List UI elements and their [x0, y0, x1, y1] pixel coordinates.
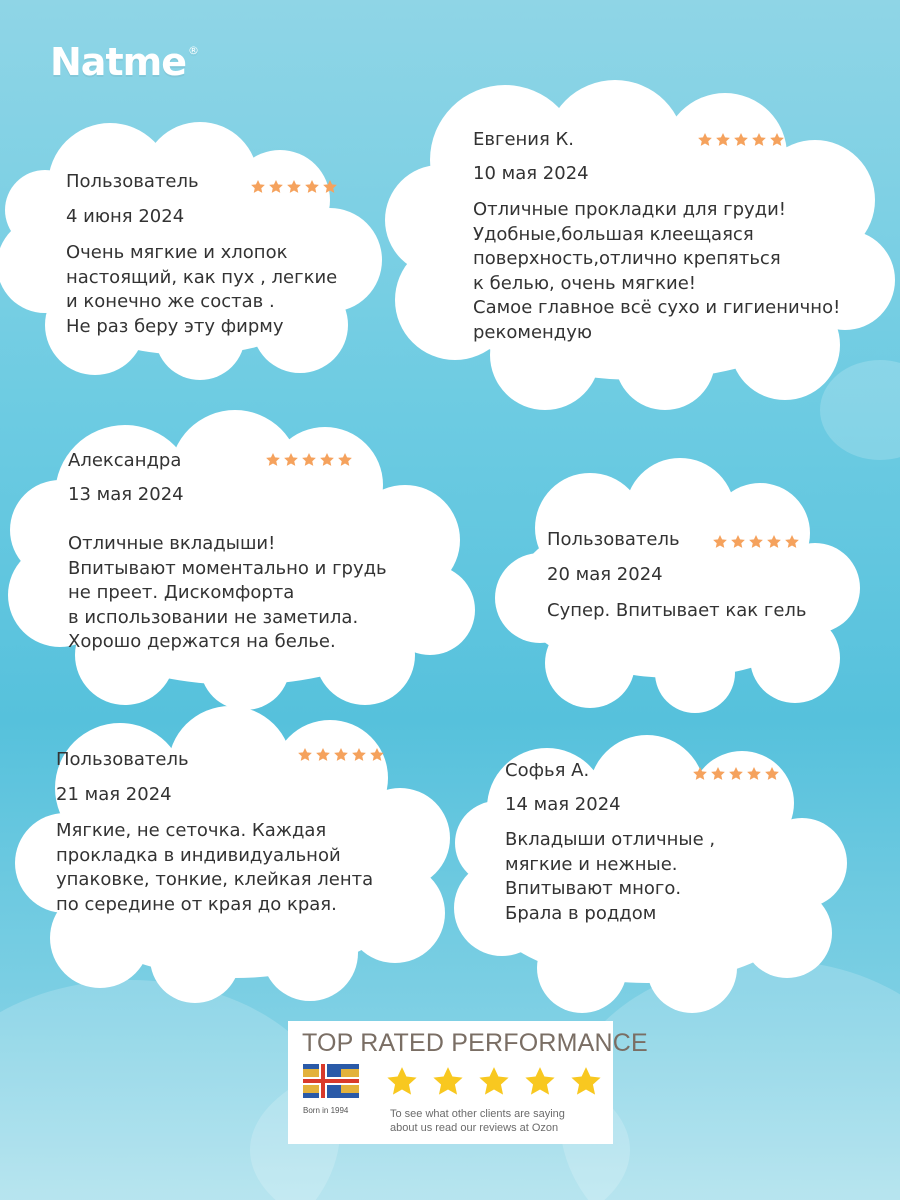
review-line: Впитывают моментально и грудь — [68, 557, 387, 579]
review-text — [547, 599, 807, 624]
review-line: Очень мягкие и хлопок — [66, 242, 288, 263]
star-icon — [728, 766, 744, 782]
born-year-text: Born in 1994 — [303, 1106, 349, 1115]
review-line: Вкладыши отличные , — [505, 829, 716, 850]
rating-stars — [697, 132, 785, 148]
review-line: Хорошо держатся на белье. — [68, 631, 336, 652]
review-text — [66, 241, 337, 339]
review-line: Отличные прокладки для груди! — [473, 199, 787, 220]
review-cloud-6 — [452, 728, 852, 1008]
review-date: 4 июня 2024 — [66, 206, 185, 227]
star-icon — [322, 179, 338, 195]
star-icon — [692, 766, 708, 782]
star-icon — [250, 179, 266, 195]
star-icon — [784, 534, 800, 550]
reviewer-name: Евгения К. — [473, 129, 575, 150]
star-icon — [766, 534, 782, 550]
review-line: упаковке, тонкие, клейкая лента — [56, 869, 374, 890]
star-icon — [712, 534, 728, 550]
reviewer-name: Пользователь — [547, 529, 680, 550]
review-line: прокладка в индивидуальной — [56, 844, 341, 866]
star-icon — [764, 766, 780, 782]
registered-mark: ® — [187, 44, 198, 57]
review-line: Мягкие, не сеточка. Каждая — [56, 820, 327, 841]
star-icon — [748, 534, 764, 550]
badge-stars — [384, 1065, 604, 1099]
review-line: Супер. Впитывает как гель — [547, 600, 807, 621]
reviewer-name: Софья А. — [505, 760, 590, 781]
badge-star-icon — [522, 1065, 558, 1099]
star-icon — [746, 766, 762, 782]
star-icon — [283, 452, 299, 468]
star-icon — [315, 747, 331, 763]
review-line: Удобные,большая клеещаяся — [473, 223, 754, 245]
badge-note — [390, 1107, 565, 1135]
badge-title: TOP RATED PERFORMANCE — [302, 1029, 648, 1057]
reviewer-name: Пользователь — [56, 749, 189, 770]
star-icon — [710, 766, 726, 782]
review-cloud-3 — [5, 400, 480, 705]
badge-star-icon — [384, 1065, 420, 1099]
review-line: Не раз беру эту фирму — [66, 315, 284, 337]
rating-stars — [692, 766, 780, 782]
review-line: не преет. Дискомфорта — [68, 582, 295, 603]
review-line: к белью, очень мягкие! — [473, 272, 697, 294]
review-cloud-1 — [0, 110, 385, 370]
review-line: Брала в роддом — [505, 902, 657, 924]
star-icon — [304, 179, 320, 195]
star-icon — [751, 132, 767, 148]
review-date: 10 мая 2024 — [473, 163, 589, 184]
review-text — [56, 819, 373, 917]
review-date: 13 мая 2024 — [68, 484, 184, 505]
review-line: Впитывают много. — [505, 878, 682, 899]
star-icon — [337, 452, 353, 468]
review-cloud-4 — [495, 458, 860, 713]
star-icon — [697, 132, 713, 148]
review-cloud-5 — [20, 698, 450, 998]
review-line: рекомендую — [473, 321, 593, 343]
review-date: 14 мая 2024 — [505, 794, 621, 815]
star-icon — [333, 747, 349, 763]
star-icon — [268, 179, 284, 195]
star-icon — [301, 452, 317, 468]
star-icon — [265, 452, 281, 468]
review-line: мягкие и нежные. — [505, 853, 678, 875]
badge-star-icon — [476, 1065, 512, 1099]
star-icon — [730, 534, 746, 550]
review-cloud-2 — [385, 70, 895, 410]
review-line: в использовании не заметила. — [68, 606, 359, 628]
review-line: Отличные вкладыши! — [68, 533, 276, 554]
rating-stars — [265, 452, 353, 468]
brand-logo-text: Natme — [50, 40, 186, 84]
review-line: поверхность,отлично крепяться — [473, 248, 781, 269]
review-line: по середине от края до края. — [56, 893, 337, 915]
star-icon — [319, 452, 335, 468]
rating-stars — [250, 179, 338, 195]
star-icon — [297, 747, 313, 763]
reviewer-name: Пользователь — [66, 171, 199, 192]
star-icon — [369, 747, 385, 763]
brand-logo — [50, 40, 198, 84]
badge-star-icon — [430, 1065, 466, 1099]
top-rated-badge — [288, 1021, 648, 1144]
review-date: 20 мая 2024 — [547, 564, 663, 585]
badge-note-line: about us read our reviews at Ozon — [390, 1122, 559, 1134]
rating-stars — [297, 747, 385, 763]
review-line: Самое главное всё сухо и гигиенично! — [473, 297, 841, 318]
review-text — [473, 198, 840, 345]
review-text — [68, 532, 387, 655]
star-icon — [351, 747, 367, 763]
review-text — [505, 828, 715, 926]
badge-star-icon — [568, 1065, 604, 1099]
review-line: настоящий, как пух , легкие — [66, 266, 338, 288]
reviewer-name: Александра — [68, 450, 182, 471]
review-date: 21 мая 2024 — [56, 784, 172, 805]
flag-icon — [303, 1064, 359, 1098]
rating-stars — [712, 534, 800, 550]
badge-note-line: To see what other clients are saying — [390, 1108, 565, 1120]
star-icon — [769, 132, 785, 148]
star-icon — [733, 132, 749, 148]
star-icon — [286, 179, 302, 195]
review-line: и конечно же состав . — [66, 291, 275, 312]
star-icon — [715, 132, 731, 148]
